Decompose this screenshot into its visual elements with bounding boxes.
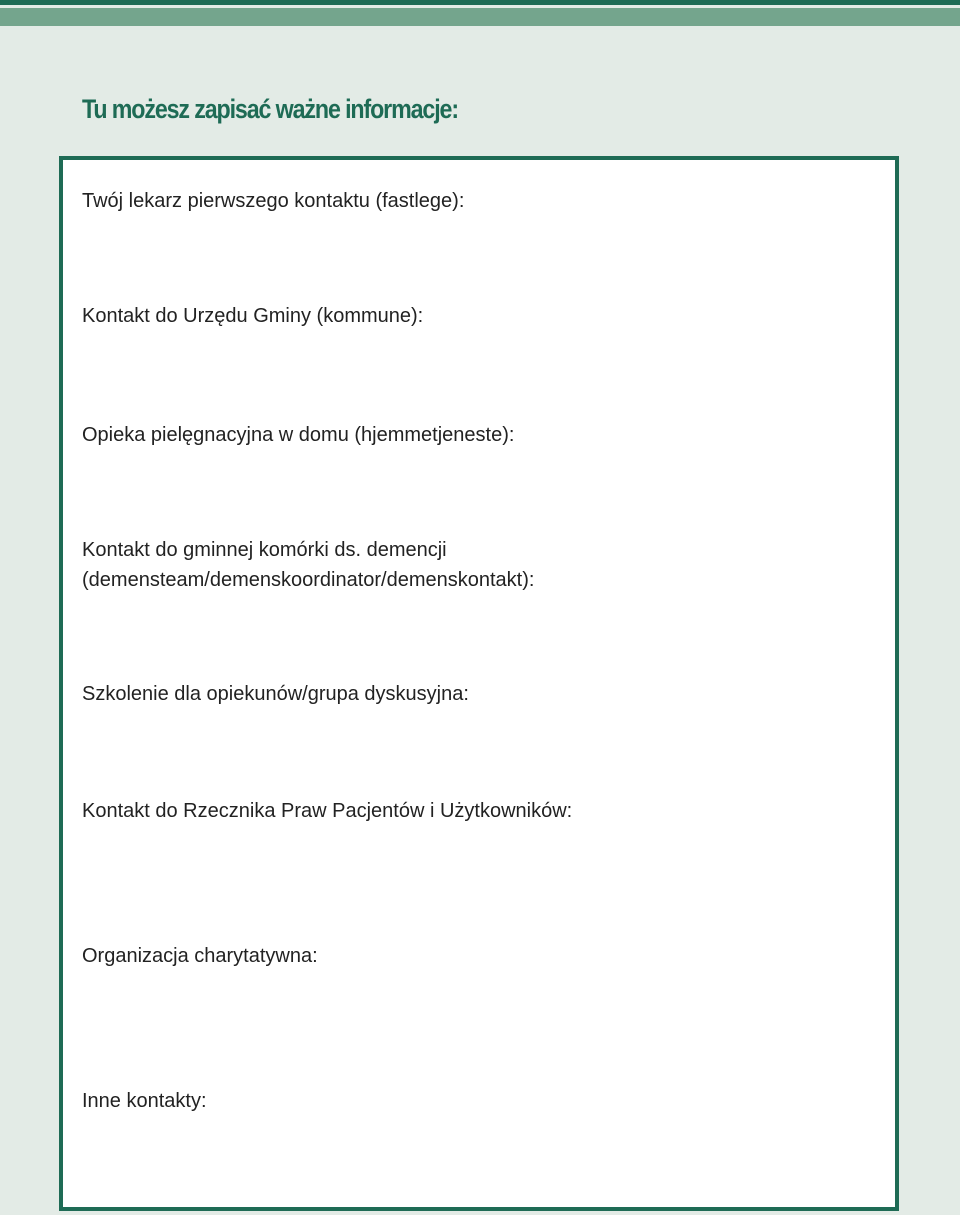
field-label-charity: Organizacja charytatywna: [82,945,318,967]
field-label-dementia-team-line1: Kontakt do gminnej komórki ds. demencji [82,539,447,561]
field-label-dementia-team [82,535,534,595]
field-label-municipality: Kontakt do Urzędu Gminy (kommune): [82,305,424,327]
field-label-dementia-team-line2: (demensteam/demenskoordinator/demenskontakt): [82,569,535,591]
field-label-other-contacts: Inne kontakty: [82,1090,207,1112]
field-label-gp: Twój lekarz pierwszego kontaktu (fastlege): [82,190,465,212]
field-label-caregiver-training: Szkolenie dla opiekunów/grupa dyskusyjna: [82,683,469,705]
notes-form-box[interactable] [59,156,899,1211]
top-decorative-bar-dark [0,0,960,5]
top-decorative-bar-light [0,8,960,26]
field-label-home-care: Opieka pielęgnacyjna w domu (hjemmetjeneste): [82,424,515,446]
page-title: Tu możesz zapisać ważne informacje: [82,94,458,124]
field-label-patient-ombudsman: Kontakt do Rzecznika Praw Pacjentów i Użytkowników: [82,800,573,822]
